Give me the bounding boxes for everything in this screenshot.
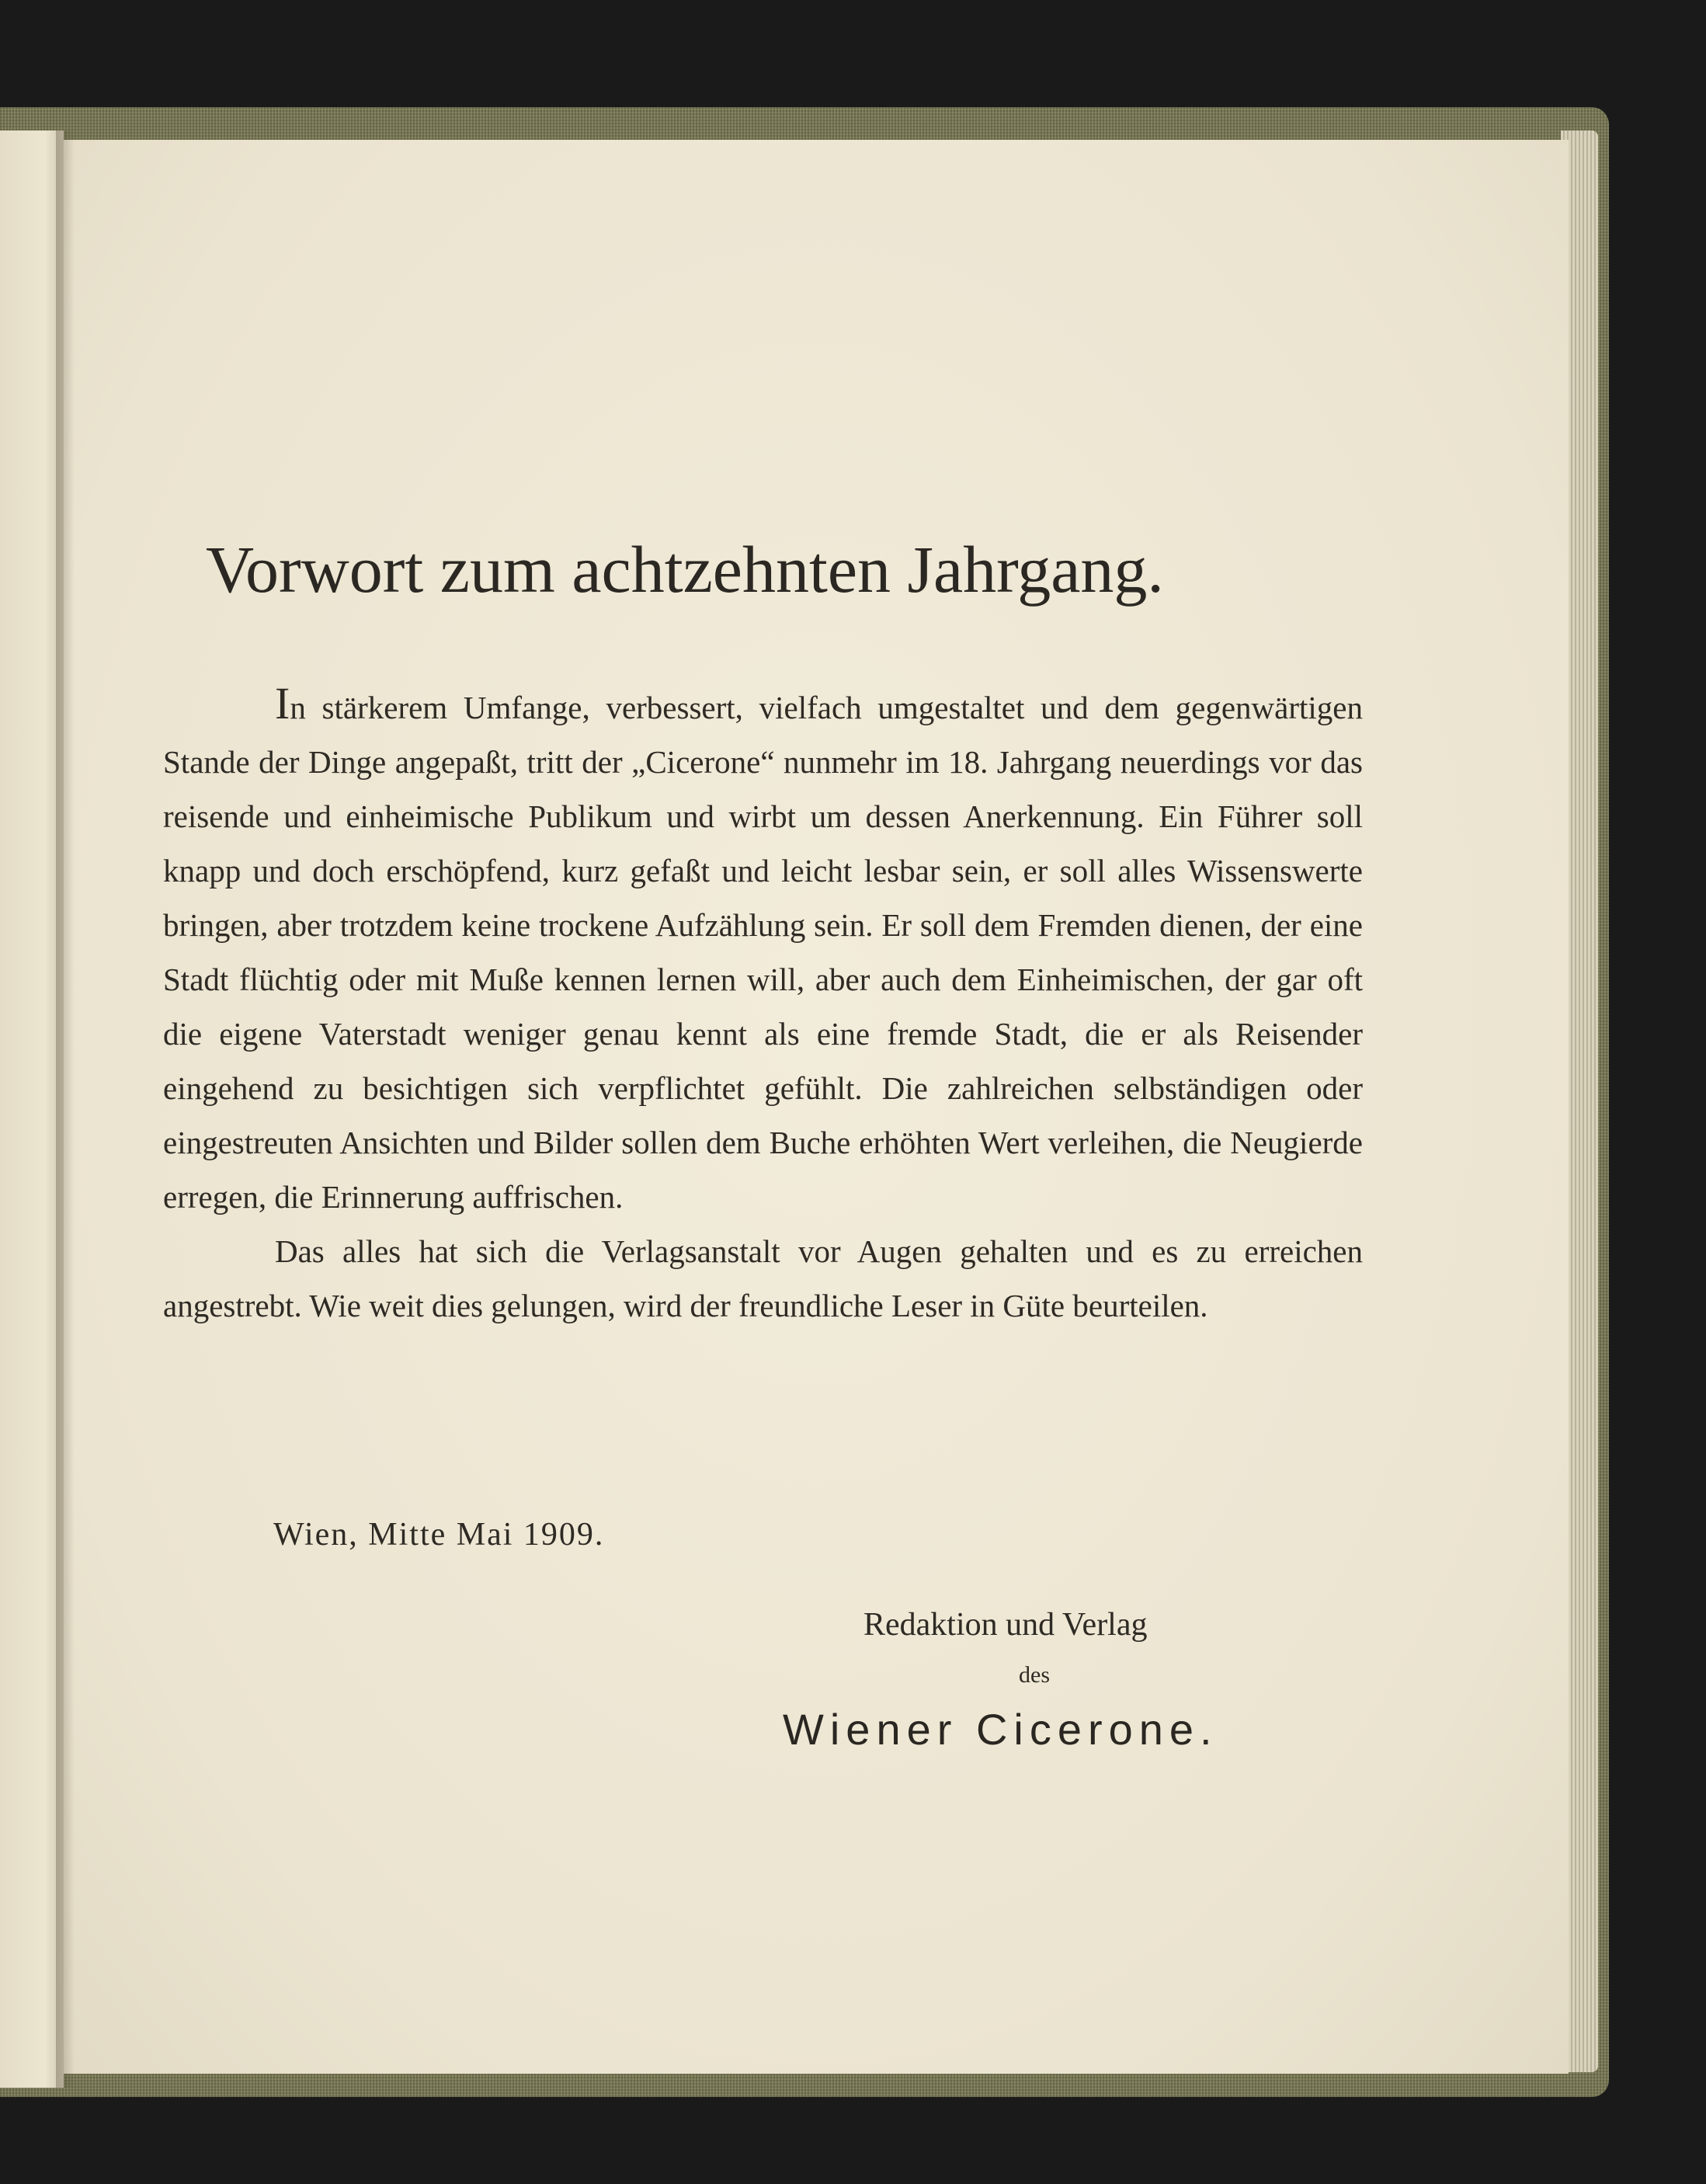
foreword-body (163, 680, 1363, 1333)
signature-line-2: des (1019, 1662, 1050, 1688)
paragraph-1 (163, 680, 1363, 1224)
page-gutter (56, 130, 75, 2088)
drop-cap: I (275, 678, 290, 729)
signature-line-1: Redaktion und Verlag (863, 1607, 1148, 1643)
signature-publisher: Wiener Cicerone. (783, 1705, 1218, 1754)
paragraph-2: Das alles hat sich die Verlagsanstalt vor Augen gehalten und es zu erreichen angestrebt. Wie weit dies gelungen, wird der freundliche Leser in Güte beurteilen. (163, 1233, 1363, 1323)
dateline: Wien, Mitte Mai 1909. (273, 1517, 605, 1553)
left-facing-page (0, 130, 64, 2088)
paragraph-1-text: n stärkerem Umfange, verbessert, vielfach umgestaltet und dem gegenwärtigen Stande der Dinge angepaßt, tritt der „Cicerone“ nunmehr im 18. Jahrgang neuerdings vor das reisende und einheimische Publikum und wirbt um dessen Anerkennung. Ein Führer soll knapp und doch erschöpfend, kurz gefaßt und leicht lesbar sein, er soll alles Wissenswerte bringen, aber trotzdem keine trockene Aufzählung sein. Er soll dem Fremden dienen, der eine Stadt flüchtig oder mit Muße kennen lernen will, aber auch dem Einheimischen, der gar oft die eigene Vaterstadt weniger genau kennt als eine fremde Stadt, die er als Reisender eingehend zu besichtigen sich verpflichtet gefühlt. Die zahlreichen selbständigen oder eingestreuten Ansichten und Bilder sollen dem Buche erhöhten Wert verleihen, die Neugierde erregen, die Erinnerung auffrischen. (163, 690, 1363, 1215)
page-title: Vorwort zum achtzehnten Jahrgang. (206, 532, 1164, 607)
